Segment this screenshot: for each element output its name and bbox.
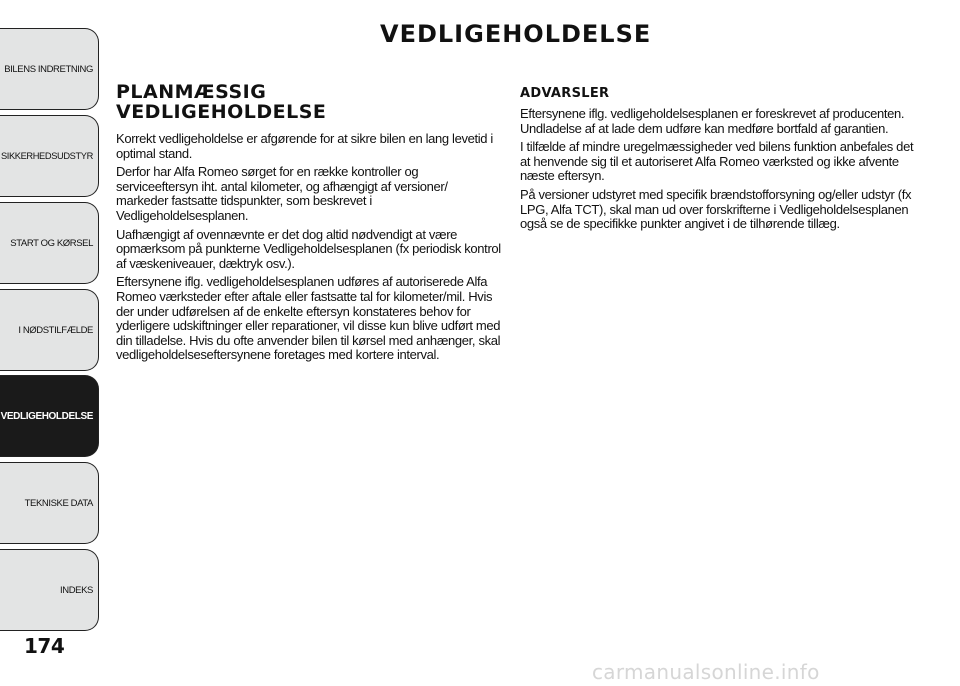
chapter-title: VEDLIGEHOLDELSE xyxy=(380,20,652,48)
tab-label: BILENS INDRETNING xyxy=(4,63,93,75)
tab-label: START OG KØRSEL xyxy=(10,237,93,249)
tab-label: VEDLIGEHOLDELSE xyxy=(0,410,93,422)
watermark: carmanualsonline.info xyxy=(592,660,820,684)
tab-bilens-indretning[interactable] xyxy=(0,28,99,110)
warnings-heading: ADVARSLER xyxy=(520,86,610,101)
paragraph: Derfor har Alfa Romeo sørget for en række kontroller og serviceeftersyn iht. antal kilometer, og afhængigt af versioner/ markeder fastsatte tidspunkter, som beskrevet i Vedligeholdelsesplanen. xyxy=(116,164,448,223)
section-heading-line2: VEDLIGEHOLDELSE xyxy=(116,101,327,123)
tab-label: I NØDSTILFÆLDE xyxy=(18,324,93,336)
tab-label: TEKNISKE DATA xyxy=(24,497,93,509)
section-heading-line1: PLANMÆSSIG xyxy=(116,81,267,103)
paragraph: I tilfælde af mindre uregelmæssigheder ved bilens funktion anbefales det at henvende sig til et autoriseret Alfa Romeo værksted og ikke afvente næste eftersyn. xyxy=(520,139,914,184)
tab-tekniske-data[interactable] xyxy=(0,462,99,544)
paragraph: Uafhængigt af ovennævnte er det dog altid nødvendigt at være opmærksom på punkterne Vedligeholdelsesplanen (fx periodisk kontrol af væskeniveauer, dæktryk osv.). xyxy=(116,226,501,271)
tab-sikkerhedsudstyr[interactable] xyxy=(0,115,99,197)
tab-i-nodstilfaelde[interactable] xyxy=(0,289,99,371)
tab-vedligeholdelse[interactable] xyxy=(0,375,99,457)
paragraph: Korrekt vedligeholdelse er afgørende for at sikre bilen en lang levetid i optimal stand. xyxy=(116,131,493,161)
paragraph: På versioner udstyret med specifik brændstofforsyning og/eller udstyr (fx LPG, Alfa TCT), skal man ud over forskrifterne i Vedligeholdelsesplanen også se de specifikke punkter angivet i de tilhørende tillæg. xyxy=(520,186,912,232)
left-column xyxy=(116,82,501,367)
paragraph: Eftersynene iflg. vedligeholdelsesplanen er foreskrevet af producenten. Undladelse af at lade dem udføre kan medføre bortfald af garantien. xyxy=(520,106,905,136)
page-number: 174 xyxy=(24,634,65,658)
tab-label: SIKKERHEDSUDSTYR xyxy=(1,150,93,162)
tab-indeks[interactable] xyxy=(0,549,99,631)
paragraph: Eftersynene iflg. vedligeholdelsesplanen udføres af autoriserede Alfa Romeo værksteder efter aftale eller fastsatte tal for kilometer/mil. Hvis der under udførelsen af de enkelte eftersyn konstateres behov for yderligere udskiftninger eller reparationer, vil disse kun blive udført med din tilladelse. Hvis du ofte anvender bilen til kørsel med anhænger, skal vedligeholdelseseftersynene foretages med kortere interval. xyxy=(116,274,501,363)
right-column xyxy=(520,86,920,236)
tab-start-og-korsel[interactable] xyxy=(0,202,99,284)
section-heading xyxy=(116,82,501,122)
tab-label: INDEKS xyxy=(60,584,93,596)
